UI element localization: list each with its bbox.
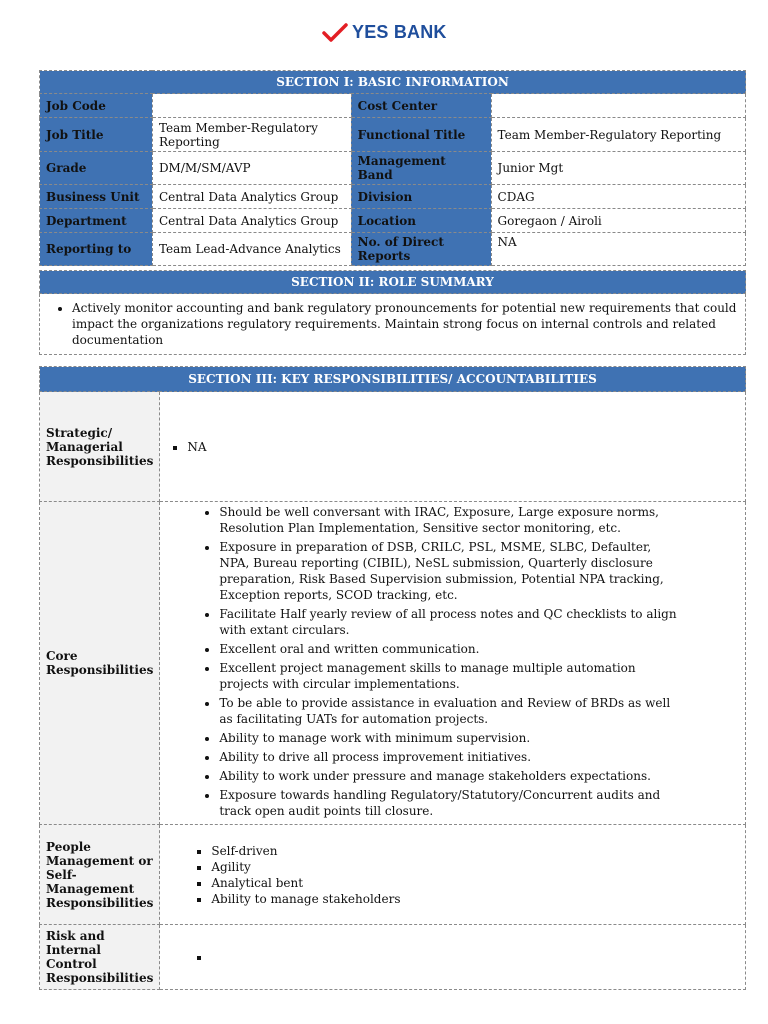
- list-item: ▪ Self-driven: [211, 843, 744, 859]
- core-list: [161, 504, 744, 819]
- role-summary-cell: [40, 294, 746, 355]
- people-cell: [160, 825, 746, 925]
- business-unit-label: Business Unit: [40, 185, 153, 209]
- role-summary-table: [39, 270, 746, 355]
- basic-information-table: [39, 70, 746, 266]
- reporting-to-label: Reporting to: [40, 233, 153, 266]
- risk-list: [161, 950, 744, 964]
- key-responsibilities-table: [39, 366, 746, 990]
- role-summary-list: [44, 300, 741, 348]
- business-unit-value: Central Data Analytics Group: [152, 185, 351, 209]
- list-item: • Ability to drive all process improvement initiatives.: [219, 749, 684, 765]
- core-label: Core Responsibilities: [40, 502, 160, 825]
- strategic-cell: [160, 392, 746, 502]
- section-1-title: SECTION I: BASIC INFORMATION: [40, 71, 746, 94]
- people-label: People Management or Self-Management Responsibilities: [40, 825, 160, 925]
- list-item: • Excellent oral and written communication.: [219, 641, 684, 657]
- list-item: • Excellent project management skills to manage multiple automation projects with circular implementations.: [219, 660, 684, 692]
- checkmark-icon: [322, 23, 348, 43]
- table-row: [40, 94, 746, 118]
- strategic-list: [161, 440, 744, 454]
- list-item: • Ability to work under pressure and manage stakeholders expectations.: [219, 768, 684, 784]
- section-2-title: SECTION II: ROLE SUMMARY: [40, 271, 746, 294]
- risk-label: Risk and Internal Control Responsibilities: [40, 925, 160, 990]
- management-band-value: Junior Mgt: [491, 152, 745, 185]
- functional-title-label: Functional Title: [351, 118, 491, 152]
- job-title-value: Team Member-Regulatory Reporting: [152, 118, 351, 152]
- list-item: [211, 950, 744, 964]
- list-item: • To be able to provide assistance in evaluation and Review of BRDs as well as facilitating UATs for automation projects.: [219, 695, 684, 727]
- list-item: • Should be well conversant with IRAC, Exposure, Large exposure norms, Resolution Plan Implementation, Sensitive sector monitoring, etc.: [219, 504, 684, 536]
- job-code-label: Job Code: [40, 94, 153, 118]
- management-band-label: Management Band: [351, 152, 491, 185]
- division-label: Division: [351, 185, 491, 209]
- table-row: [40, 185, 746, 209]
- cost-center-label: Cost Center: [351, 94, 491, 118]
- location-label: Location: [351, 209, 491, 233]
- strategic-label: Strategic/ Managerial Responsibilities: [40, 392, 160, 502]
- table-row: [40, 118, 746, 152]
- direct-reports-label: No. of Direct Reports: [351, 233, 491, 266]
- list-item: ▪ Analytical bent: [211, 875, 744, 891]
- core-cell: [160, 502, 746, 825]
- direct-reports-value: NA: [491, 233, 745, 266]
- table-row: [40, 209, 746, 233]
- job-code-value: [152, 94, 351, 118]
- location-value: Goregaon / Airoli: [491, 209, 745, 233]
- list-item: ▪ Ability to manage stakeholders: [211, 891, 744, 907]
- department-value: Central Data Analytics Group: [152, 209, 351, 233]
- logo-text: YES BANK: [352, 22, 447, 42]
- functional-title-value: Team Member-Regulatory Reporting: [491, 118, 745, 152]
- people-list: [161, 843, 744, 907]
- list-item: • Exposure in preparation of DSB, CRILC, PSL, MSME, SLBC, Defaulter, NPA, Bureau reporting (CIBIL), NeSL submission, Quarterly disclosure preparation, Risk Based Supervision submission, Potential NPA tracking, Exception reports, SCOD tracking, etc.: [219, 539, 684, 603]
- grade-label: Grade: [40, 152, 153, 185]
- list-item: ▪ NA: [187, 440, 744, 454]
- list-item: • Ability to manage work with minimum supervision.: [219, 730, 684, 746]
- table-row: [40, 233, 746, 266]
- reporting-to-value: Team Lead-Advance Analytics: [152, 233, 351, 266]
- cost-center-value: [491, 94, 745, 118]
- yes-bank-logo: [322, 22, 447, 43]
- division-value: CDAG: [491, 185, 745, 209]
- list-item: ▪ Agility: [211, 859, 744, 875]
- risk-cell: [160, 925, 746, 990]
- list-item: • Actively monitor accounting and bank regulatory pronouncements for potential new requirements that could impact the organizations regulatory requirements. Maintain strong focus on internal controls and related documentation: [72, 300, 741, 348]
- table-row: [40, 152, 746, 185]
- department-label: Department: [40, 209, 153, 233]
- job-title-label: Job Title: [40, 118, 153, 152]
- list-item: • Facilitate Half yearly review of all process notes and QC checklists to align with extant circulars.: [219, 606, 684, 638]
- grade-value: DM/M/SM/AVP: [152, 152, 351, 185]
- section-3-title: SECTION III: KEY RESPONSIBILITIES/ ACCOUNTABILITIES: [40, 367, 746, 392]
- list-item: • Exposure towards handling Regulatory/Statutory/Concurrent audits and track open audit points till closure.: [219, 787, 684, 819]
